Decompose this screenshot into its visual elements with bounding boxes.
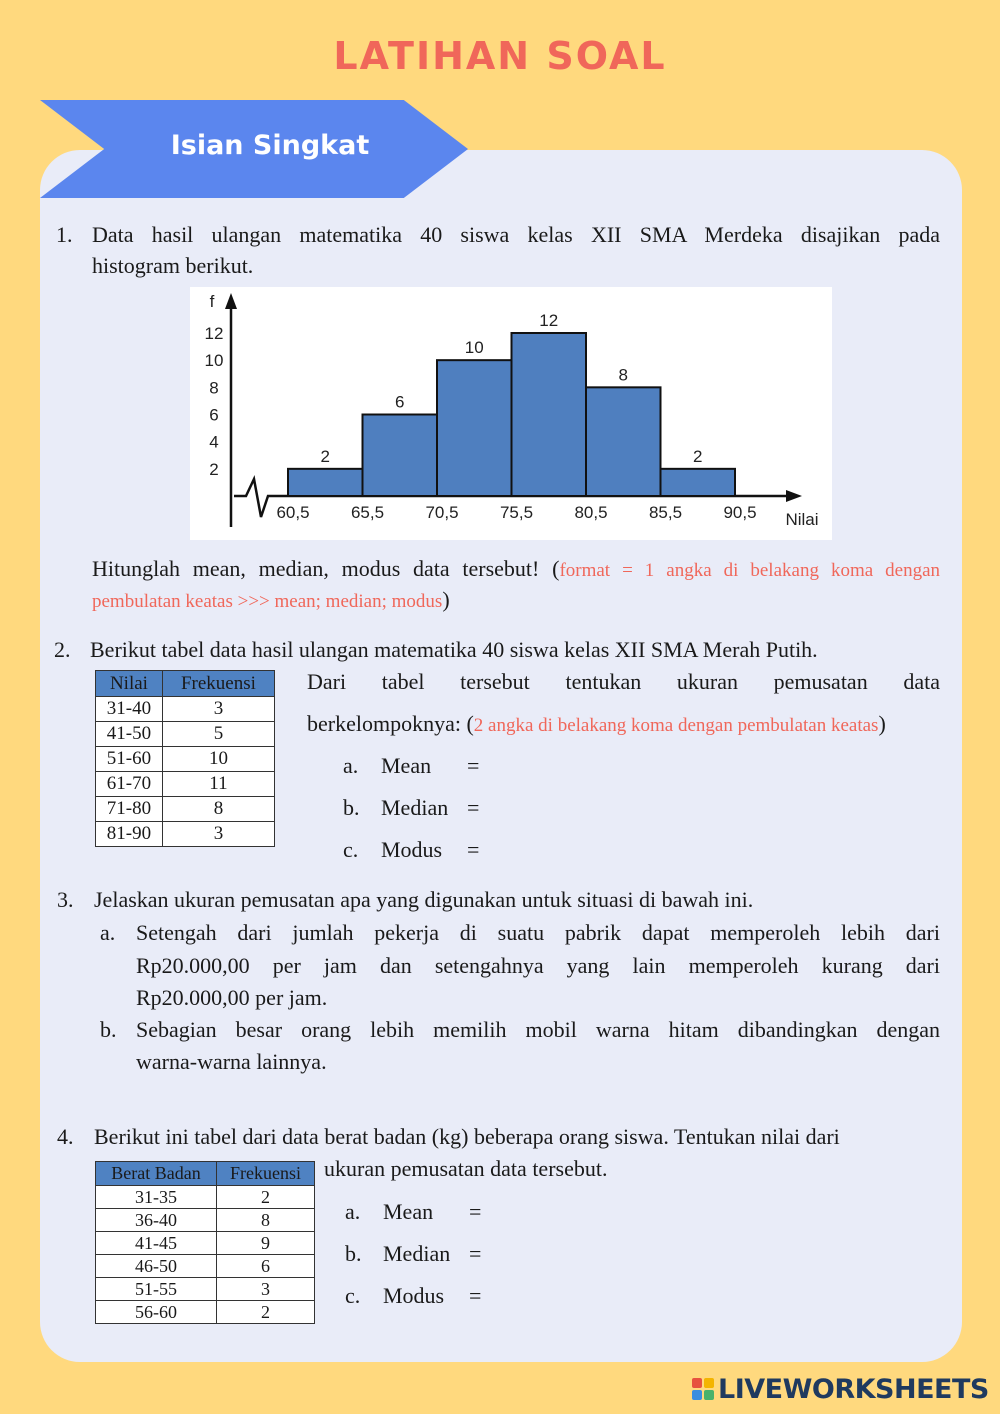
section-title: Isian Singkat <box>170 130 370 161</box>
liveworksheets-logo-icon <box>692 1378 714 1400</box>
bar-value-label: 6 <box>395 392 405 412</box>
answer-text: Median <box>383 1241 451 1266</box>
answer-line <box>343 750 479 781</box>
q1-question-line2 <box>92 584 940 617</box>
page-title: LATIHAN SOAL <box>333 34 667 78</box>
bar-value-label: 2 <box>320 446 330 466</box>
table-cell: 8 <box>162 797 274 822</box>
table-row <box>96 1186 315 1209</box>
q2-note-close: ) <box>878 711 886 736</box>
bar-value-label: 8 <box>618 365 628 385</box>
bar-value-label: 2 <box>693 446 703 466</box>
y-tick-label: 2 <box>209 459 219 479</box>
table-cell: 31-35 <box>96 1186 217 1209</box>
table-header-cell: Berat Badan <box>96 1162 217 1186</box>
q2-desc-line1: Dari tabel tersebut tentukan ukuran pemusatan data <box>307 669 940 694</box>
table-cell: 31-40 <box>96 697 163 722</box>
q3-a-line1: Setengah dari jumlah pekerja di suatu pabrik dapat memperoleh lebih dari <box>136 920 940 945</box>
y-axis-label: f <box>209 292 215 311</box>
table-cell: 3 <box>162 822 274 847</box>
x-tick-label: 75,5 <box>499 503 534 522</box>
table-cell: 46-50 <box>96 1255 217 1278</box>
table-row <box>96 697 275 722</box>
histogram-bar <box>363 415 438 497</box>
q1-note-close: ) <box>442 587 450 612</box>
answer-equals: = <box>469 1199 482 1224</box>
x-tick-label: 90,5 <box>723 503 757 522</box>
table-cell: 9 <box>217 1232 315 1255</box>
histogram-svg <box>190 287 832 540</box>
q3-number: 3. <box>57 887 74 912</box>
answer-text: Modus <box>383 1283 445 1308</box>
answer-label: a. <box>343 753 359 778</box>
table-cell: 8 <box>217 1209 315 1232</box>
histogram-bar <box>512 333 587 496</box>
table-cell: 3 <box>217 1278 315 1301</box>
table-row <box>96 1278 315 1301</box>
bar-value-label: 10 <box>464 338 484 358</box>
q3-a-line2: Rp20.000,00 per jam dan setengahnya yang lain memperoleh kurang dari <box>136 953 940 978</box>
y-tick-label: 8 <box>209 378 219 398</box>
table-cell: 2 <box>217 1186 315 1209</box>
table-row <box>96 1232 315 1255</box>
q3-b-line1: Sebagian besar orang lebih memilih mobil warna hitam dibandingkan dengan <box>136 1017 940 1042</box>
table-cell: 5 <box>162 722 274 747</box>
answer-line <box>345 1196 481 1227</box>
bar-value-label: 12 <box>539 311 559 330</box>
y-tick-label: 4 <box>209 432 219 452</box>
table-cell: 2 <box>217 1301 315 1324</box>
table-cell: 10 <box>162 747 274 772</box>
q2-desc-text: berkelompoknya: ( <box>307 711 474 736</box>
table-row <box>96 1301 315 1324</box>
q2-table <box>95 670 275 847</box>
q3-a-label: a. <box>100 920 116 945</box>
table-cell: 3 <box>162 697 274 722</box>
q1-ask: Hitunglah mean, median, modus data tersebut! <box>92 556 540 581</box>
y-tick-label: 12 <box>204 324 224 343</box>
y-tick-label: 6 <box>209 405 219 425</box>
histogram-bar <box>661 469 736 496</box>
answer-text: Mean <box>381 753 432 778</box>
answer-label: c. <box>345 1283 361 1308</box>
x-tick-label: 70,5 <box>425 503 459 522</box>
q1-format-note-2: pembulatan keatas >>> mean; median; modus <box>92 591 443 612</box>
answer-text: Median <box>381 795 449 820</box>
table-row <box>96 797 275 822</box>
answer-line <box>345 1280 481 1311</box>
q2-number: 2. <box>54 637 71 662</box>
table-row <box>96 822 275 847</box>
table-row <box>96 772 275 797</box>
table-cell: 61-70 <box>96 772 163 797</box>
table-row <box>96 1209 315 1232</box>
table-row <box>96 1255 315 1278</box>
table-cell: 6 <box>217 1255 315 1278</box>
table-header-row <box>96 1162 315 1186</box>
answer-label: b. <box>345 1241 362 1266</box>
q1-text-line1: Data hasil ulangan matematika 40 siswa kelas XII SMA Merdeka disajikan pada <box>92 222 940 247</box>
q3-b-line2: warna-warna lainnya. <box>136 1049 327 1074</box>
q3-a-line3: Rp20.000,00 per jam. <box>136 985 328 1010</box>
q1-text-line2: histogram berikut. <box>92 253 254 278</box>
table-header-cell: Nilai <box>96 671 163 697</box>
x-tick-label: 80,5 <box>574 503 608 522</box>
q2-format-note: 2 angka di belakang koma dengan pembulatan keatas <box>473 715 879 736</box>
x-tick-label: 85,5 <box>648 503 683 522</box>
answer-equals: = <box>469 1283 482 1308</box>
histogram-bar <box>437 360 512 496</box>
answer-line <box>343 792 479 823</box>
x-axis-arrow <box>786 490 802 502</box>
brand-name: LIVEWORKSHEETS <box>718 1374 989 1405</box>
answer-line <box>345 1238 481 1269</box>
table-cell: 36-40 <box>96 1209 217 1232</box>
q3-text: Jelaskan ukuran pemusatan apa yang digunakan untuk situasi di bawah ini. <box>94 887 754 912</box>
answer-equals: = <box>469 1241 482 1266</box>
q4-table <box>95 1161 315 1324</box>
y-axis-arrow <box>225 293 237 309</box>
q4-desc: ukuran pemusatan data tersebut. <box>324 1156 608 1181</box>
answer-label: c. <box>343 837 359 862</box>
table-cell: 81-90 <box>96 822 163 847</box>
table-cell: 51-55 <box>96 1278 217 1301</box>
q4-text: Berikut ini tabel dari data berat badan (kg) beberapa orang siswa. Tentukan nilai dari <box>94 1124 840 1149</box>
x-axis-label: Nilai <box>785 510 819 529</box>
q4-number: 4. <box>57 1124 74 1149</box>
histogram <box>190 287 832 540</box>
table-cell: 41-45 <box>96 1232 217 1255</box>
answer-equals: = <box>467 753 480 778</box>
table-row <box>96 747 275 772</box>
histogram-bar <box>586 387 661 496</box>
answer-equals: = <box>467 837 480 862</box>
table-cell: 41-50 <box>96 722 163 747</box>
answer-text: Modus <box>381 837 443 862</box>
answer-equals: = <box>467 795 480 820</box>
x-tick-label: 60,5 <box>276 503 310 522</box>
q1-number: 1. <box>56 222 73 247</box>
histogram-bar <box>288 469 363 496</box>
q1-format-note: format = 1 angka di belakang koma dengan <box>559 560 941 581</box>
y-tick-label: 10 <box>204 351 224 371</box>
q1-question <box>92 553 940 586</box>
q3-b-label: b. <box>100 1017 117 1042</box>
q2-text: Berikut tabel data hasil ulangan matematika 40 siswa kelas XII SMA Merah Putih. <box>90 637 818 662</box>
table-cell: 56-60 <box>96 1301 217 1324</box>
table-header-row <box>96 671 275 697</box>
x-tick-label: 65,5 <box>350 503 385 522</box>
answer-label: a. <box>345 1199 361 1224</box>
table-header-cell: Frekuensi <box>162 671 274 697</box>
answer-label: b. <box>343 795 360 820</box>
table-cell: 51-60 <box>96 747 163 772</box>
q1-note-open: ( <box>552 556 560 581</box>
table-row <box>96 722 275 747</box>
table-header-cell: Frekuensi <box>217 1162 315 1186</box>
table-cell: 71-80 <box>96 797 163 822</box>
answer-line <box>343 834 479 865</box>
answer-text: Mean <box>383 1199 434 1224</box>
q2-desc-line2 <box>307 708 947 741</box>
table-cell: 11 <box>162 772 274 797</box>
